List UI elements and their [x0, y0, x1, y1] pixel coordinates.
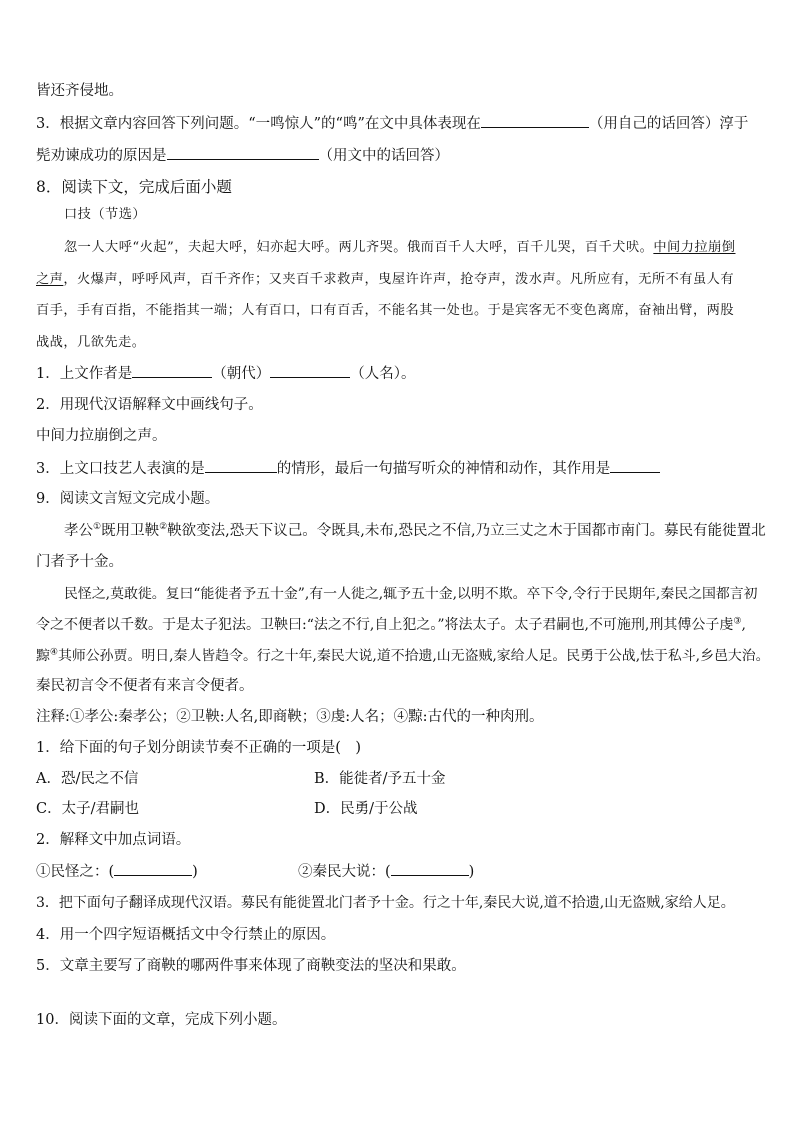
section-9-title: 9．阅读文言短文完成小题。: [36, 491, 220, 507]
answer-blank[interactable]: [391, 861, 469, 876]
passage-line: 之声，火爆声，呼呼风声，百千齐作；又夹百千求救声，曳屋许许声，抢夺声，泼水声。凡所应有，无所不有虽人有: [36, 272, 735, 287]
options-row: [36, 769, 762, 789]
passage-line: 孝公①既用卫鞅②鞅欲变法,恐天下议己。令既具,未布,恐民之不信,乃立三丈之木于国都市南门。募民有能徙置北: [64, 522, 766, 539]
question-3: 3．根据文章内容回答下列问题。“一鸣惊人”的“鸣”在文中具体表现在 （用自己的话回答）淳于: [36, 113, 748, 134]
question-3: 3．把下面句子翻译成现代汉语。募民有能徙置北门者予十金。行之十年,秦民大说,道不拾遗,山无盗贼,家给人足。: [36, 895, 735, 911]
text-line: 皆还齐侵地。: [36, 83, 123, 99]
passage-line: 忽一人大呼“火起”，夫起大呼，妇亦起大呼。两儿齐哭。俄而百千人大呼，百千儿哭，百千犬吠。中间力拉崩倒: [64, 240, 736, 255]
question-3-cont: 髡劝谏成功的原因是 （用文中的话回答）: [36, 145, 449, 166]
question-3: 3．上文口技艺人表演的是 的情形，最后一句描写听众的神情和动作，其作用是: [36, 458, 660, 479]
passage-line: 百手，手有百指，不能指其一端；人有百口，口有百舌，不能名其一处也。于是宾客无不变色离席，奋袖出臂，两股: [36, 303, 735, 318]
passage-line: 令之不便者以千数。于是太子犯法。卫鞅曰:“法之不行,自上犯之。”将法太子。太子君嗣也,不可施刑,刑其傅公子虔③,: [36, 616, 746, 633]
passage-line: 战战，几欲先走。: [36, 335, 146, 350]
underlined-sentence: 中间力拉崩倒: [653, 240, 736, 255]
answer-blank[interactable]: [167, 145, 319, 160]
question-2: 2．解释文中加点词语。: [36, 832, 191, 848]
answer-blank[interactable]: [481, 113, 589, 128]
option-b[interactable]: B．能徙者/予五十金: [314, 771, 446, 787]
passage-line: 黥④其师公孙贾。明日,秦人皆趋令。行之十年,秦民大说,道不拾遗,山无盗贼,家给人足。民勇于公战,怯于私斗,乡邑大治。: [36, 647, 770, 664]
question-2-sentence: 中间力拉崩倒之声。: [36, 428, 167, 444]
footnote: 注释:①孝公:秦孝公；②卫鞅:人名,即商鞅；③虔:人名；④黥:古代的一种肉刑。: [36, 709, 544, 725]
question-2-blanks: ①民怪之：( ) ②秦民大说：( ): [36, 861, 762, 882]
passage-line: 秦民初言令不便者有来言令便者。: [36, 678, 254, 694]
passage-title: 口技（节选）: [64, 207, 147, 222]
question-4: 4．用一个四字短语概括文中令行禁止的原因。: [36, 927, 336, 943]
question-1: 1．上文作者是 （朝代） （人名）。: [36, 363, 415, 384]
section-8-title: 8．阅读下文，完成后面小题: [36, 178, 232, 196]
question-1: 1．给下面的句子划分朗读节奏不正确的一项是( ): [36, 740, 362, 756]
passage-line: 门者予十金。: [36, 554, 123, 570]
answer-blank[interactable]: [132, 363, 212, 378]
option-d[interactable]: D．民勇/于公战: [314, 801, 418, 817]
section-10-title: 10．阅读下面的文章，完成下列小题。: [36, 1012, 287, 1028]
answer-blank[interactable]: [270, 363, 350, 378]
options-row: [36, 799, 762, 819]
option-c[interactable]: C．太子/君嗣也: [36, 801, 139, 817]
passage-line: 民怪之,莫敢徙。复曰“能徙者予五十金”,有一人徙之,辄予五十金,以明不欺。卒下令,令行于民期年,秦民之国都言初: [64, 586, 758, 602]
question-5: 5．文章主要写了商鞅的哪两件事来体现了商鞅变法的坚决和果敢。: [36, 958, 466, 974]
answer-blank[interactable]: [610, 458, 660, 473]
option-a[interactable]: A．恐/民之不信: [36, 771, 139, 787]
answer-blank[interactable]: [114, 861, 192, 876]
underlined-sentence: 之声: [36, 272, 64, 287]
question-2: 2．用现代汉语解释文中画线句子。: [36, 397, 263, 413]
answer-blank[interactable]: [205, 458, 277, 473]
